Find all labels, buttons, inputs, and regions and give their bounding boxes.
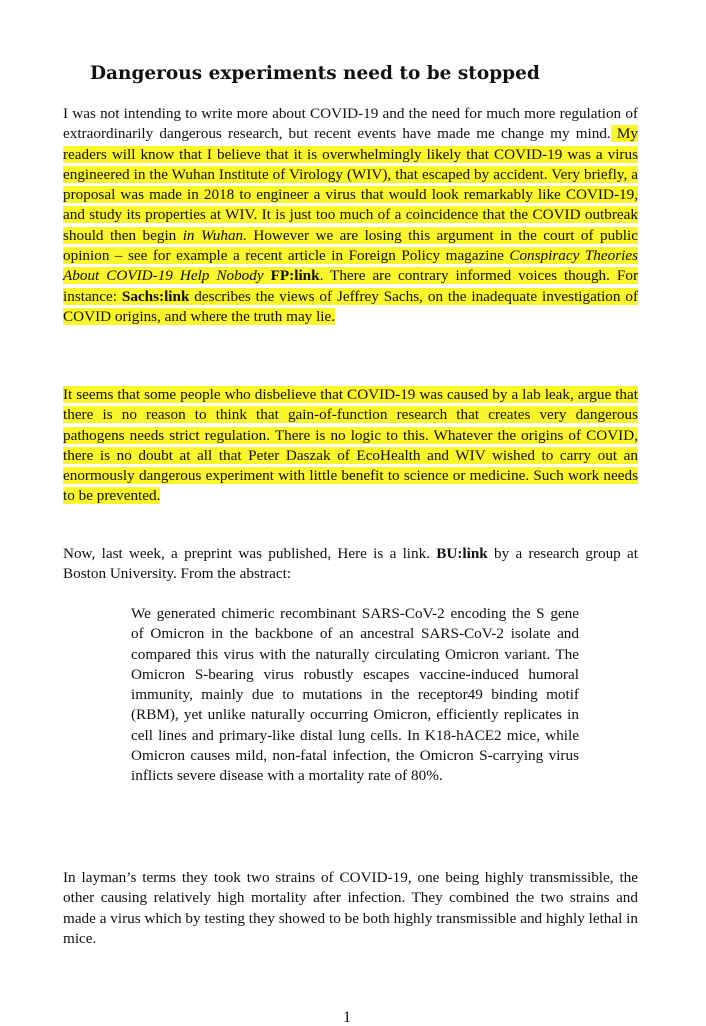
paragraph-regulation (63, 385, 638, 507)
preprint-text: Now, last week, a preprint was published, Here is a link. (63, 545, 437, 562)
highlighted-text: It seems that some people who disbelieve that COVID-19 was caused by a lab leak, argue that there is no reason to think that gain-of-function research that creates very dangerous pathogens needs strict regulation. There is no logic to this. Whatever the origins of COVID, there is no doubt at all that Peter Daszak of EcoHealth and WIV wished to carry out an enormously dangerous experiment with little benefit to science or medicine. Such work needs to be prevented. (63, 386, 638, 505)
highlighted-italic-text: in Wuhan. (182, 226, 247, 244)
paragraph-intro (63, 104, 638, 327)
highlighted-text: describes the views of Jeffrey Sachs, on the inadequate investigation of COVID origins, and where the truth may lie. (63, 287, 639, 325)
article-title: Conspiracy Theories About COVID-19 Help Nobody (63, 247, 638, 285)
abstract-quote: We generated chimeric recombinant SARS-CoV-2 encoding the S gene of Omicron in the backbone of an ancestral SARS-CoV-2 isolate and compared this virus with the naturally circulating Omicron variant. The Omicron S-bearing virus robustly escapes vaccine-induced humoral immunity, mainly due to mutations in the receptor49 binding motif (RBM), yet unlike naturally occurring Omicron, efficiently replicates in cell lines and primary-like distal lung cells. In K18-hACE2 mice, while Omicron causes mild, non-fatal infection, the Omicron S-carrying virus inflicts severe disease with a mortality rate of 80%. (131, 605, 579, 785)
paragraph-summary: In layman’s terms they took two strains of COVID-19, one being highly transmissible, the other causing relatively high mortality after infection. They combined the two strains and made a virus which by testing they showed to be both highly transmissible and highly lethal in mice. (63, 869, 638, 947)
highlighted-text: However we are losing this argument in the court of public opinion – see for example a recent article in Foreign Policy magazine (63, 226, 638, 265)
fp-link[interactable]: FP:link (270, 267, 320, 285)
page-number: 1 (343, 1009, 351, 1026)
highlighted-text: My readers will know that I believe that it is overwhelmingly likely that COVID-19 was a virus engineered in the Wuhan Institute of Virology (WIV), that escaped by accident. Very briefly, a proposal was made in 2018 to engineer a virus that would look remarkably like COVID-19, and study its properties at WIV. It is just too much of a coincidence that the COVID outbreak should then begin (63, 125, 638, 244)
preprint-text: by a research group at Boston University. From the abstract: (63, 545, 638, 583)
bu-link[interactable]: BU:link (436, 545, 488, 562)
highlighted-text: . There are contrary informed voices though. For instance: (63, 267, 639, 305)
sachs-link[interactable]: Sachs:link (121, 287, 190, 305)
intro-text: I was not intending to write more about COVID-19 and the need for much more regulation of extraordinarily dangerous research, but recent events have made me change my mind. (63, 105, 638, 143)
highlighted-text (264, 267, 271, 284)
section-heading: Dangerous experiments need to be stopped (90, 63, 540, 84)
paragraph-preprint (63, 544, 638, 585)
